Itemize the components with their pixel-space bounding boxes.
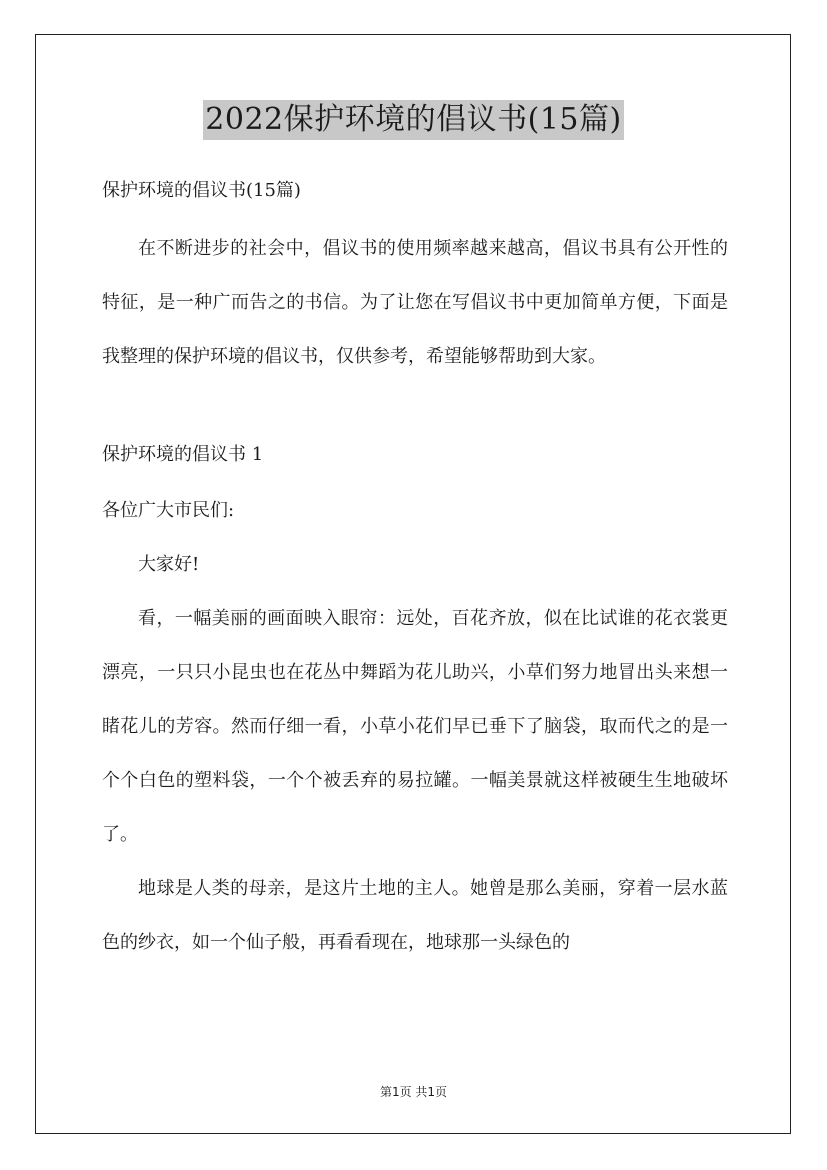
document-body xyxy=(102,178,728,970)
body-paragraph-2[interactable]: 地球是人类的母亲，是这片土地的主人。她曾是那么美丽，穿着一层水蓝色的纱衣，如一个仙子般，再看看现在，地球那一头绿色的 xyxy=(102,878,728,953)
salutation[interactable]: 各位广大市民们: xyxy=(102,500,235,521)
document-title[interactable]: 2022保护环境的倡议书(15篇) xyxy=(203,100,623,140)
page-number: 第1页 共1页 xyxy=(379,1085,448,1099)
section-heading[interactable]: 保护环境的倡议书 1 xyxy=(102,444,264,465)
subtitle[interactable]: 保护环境的倡议书(15篇) xyxy=(102,180,301,201)
intro-paragraph[interactable]: 在不断进步的社会中，倡议书的使用频率越来越高，倡议书具有公开性的特征，是一种广而告之的书信。为了让您在写倡议书中更加简单方便，下面是我整理的保护环境的倡议书，仅供参考，希望能够帮助到大家。 xyxy=(102,238,728,367)
title-container xyxy=(0,100,827,140)
body-paragraph-1[interactable]: 看，一幅美丽的画面映入眼帘：远处，百花齐放，似在比试谁的花衣裳更漂亮，一只只小昆虫也在花丛中舞蹈为花儿助兴，小草们努力地冒出头来想一睹花儿的芳容。然而仔细一看，小草小花们早已垂下了脑袋，取而代之的是一个个白色的塑料袋，一个个被丢弃的易拉罐。一幅美景就这样被硬生生地破坏了。 xyxy=(102,608,728,845)
greeting[interactable]: 大家好! xyxy=(138,554,200,575)
